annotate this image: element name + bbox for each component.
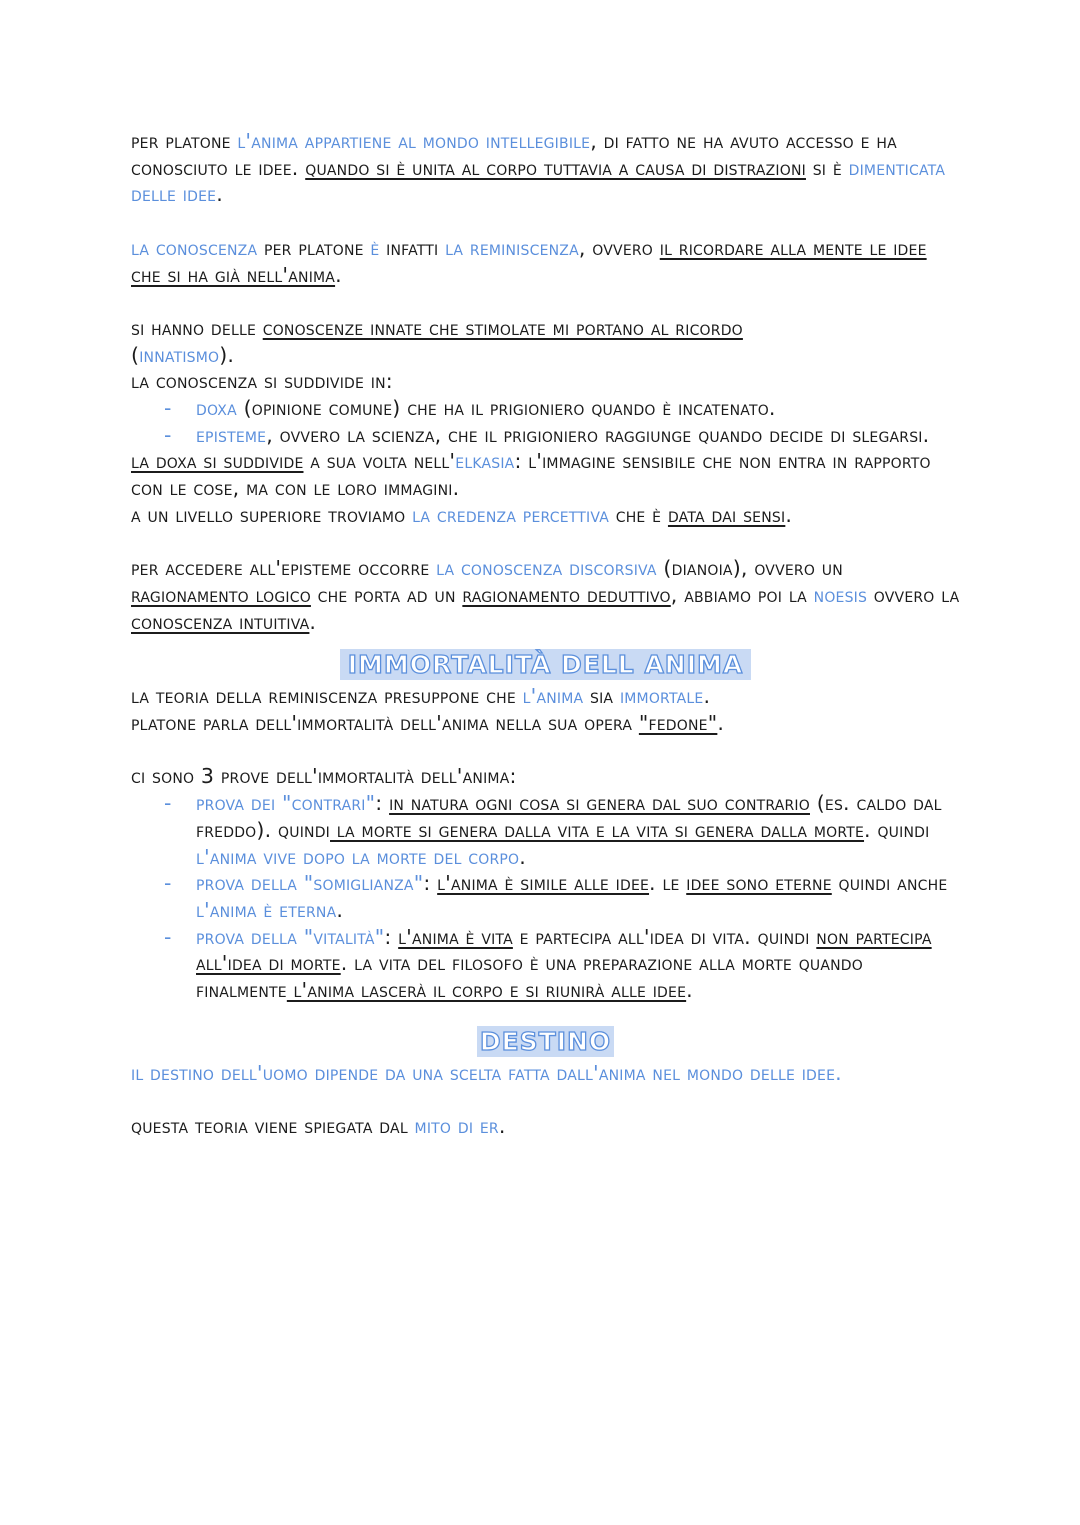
- text: .: [216, 182, 223, 207]
- highlight-text: l'anima: [522, 684, 584, 709]
- text: .: [717, 711, 725, 736]
- text: a sua volta nell': [303, 449, 456, 474]
- text: sia: [583, 684, 620, 709]
- text: ovvero la: [867, 582, 960, 607]
- underlined-text: non partecipa all'idea di morte: [196, 924, 932, 976]
- text: infatti: [379, 235, 446, 260]
- highlight-text: prova della "somiglianza": [196, 871, 424, 896]
- highlight-text: l'anima è eterna: [196, 897, 337, 922]
- text: (: [131, 342, 140, 367]
- text: ).: [219, 342, 235, 367]
- underlined-text: in natura ogni cosa si genera dal suo contrario: [389, 791, 810, 816]
- text: . le: [649, 871, 687, 896]
- text: quindi anche: [831, 871, 948, 896]
- highlight-text: noesis: [813, 582, 868, 607]
- highlight-text: episteme: [196, 422, 267, 447]
- highlight-text: la conoscenza discorsiva: [436, 556, 657, 581]
- highlight-text: prova dei "contrari": [196, 791, 376, 816]
- text: . quindi: [864, 817, 930, 842]
- list-item-doxa: [131, 395, 960, 422]
- underlined-text: la morte si genera dalla vita e la vita si genera dalla morte: [330, 817, 865, 842]
- highlight-text: dimenticata delle idee: [131, 155, 946, 207]
- highlight-text: la reminiscenza: [445, 235, 579, 260]
- text: questa teoria viene spiegata dal: [131, 1114, 415, 1139]
- section-heading-destino: [131, 1026, 960, 1060]
- text: per platone: [257, 235, 371, 260]
- text: (dianoia), ovvero un: [656, 556, 843, 581]
- highlight-text: mito di er: [414, 1114, 499, 1139]
- heading-text: DESTINO: [477, 1026, 614, 1057]
- conoscenza-list: [131, 395, 960, 448]
- highlight-text: prova della "vitalità": [196, 924, 385, 949]
- underlined-text: ragionamento logico: [131, 582, 311, 607]
- text: , abbiamo poi la: [670, 582, 814, 607]
- highlight-text: elkasia: [455, 449, 515, 474]
- text: .: [703, 684, 711, 709]
- text: che è: [609, 502, 668, 527]
- underlined-text: idee sono eterne: [686, 871, 832, 896]
- paragraph-reminiscenza: [131, 235, 960, 288]
- highlight-text: la conoscenza: [131, 235, 258, 260]
- underlined-text: il ricordare alla mente le idee che si ha già nell'anima: [131, 235, 927, 287]
- list-item-prova-contrari: [131, 790, 960, 870]
- text: si è: [805, 155, 849, 180]
- text: la conoscenza si suddivide in:: [131, 369, 393, 394]
- highlight-text: doxa: [196, 396, 237, 420]
- paragraph-prove-intro: ci sono 3 prove dell'immortalità dell'anima:: [131, 764, 517, 789]
- paragraph-destino: il destino dell'uomo dipende da una scelta fatta dall'anima nel mondo delle idee.: [131, 1060, 842, 1085]
- text: :: [384, 924, 399, 949]
- text: .: [309, 609, 317, 634]
- heading-text: IMMORTALITÀ DELL ANIMA: [340, 649, 752, 680]
- highlight-text: l'anima vive dopo la morte del corpo: [196, 844, 520, 869]
- underlined-text: quando si è unita al corpo tuttavia a causa di distrazioni: [305, 155, 806, 180]
- list-item-prova-vitalita: [131, 924, 960, 1004]
- underlined-text: conoscenza intuitiva: [131, 609, 310, 634]
- underlined-text: l'anima è simile alle idee: [437, 871, 650, 896]
- text: .: [519, 844, 526, 869]
- paragraph-anima-intellegibile: [131, 128, 960, 208]
- text: si hanno delle: [131, 315, 263, 340]
- text: . la vita del filosofo è una preparazione alla morte quando finalmente: [196, 951, 864, 1003]
- text: che porta ad un: [310, 582, 463, 607]
- text: :: [375, 791, 390, 816]
- text: .: [335, 262, 342, 287]
- underlined-text: l'anima lascerà il corpo e si riunirà alle idee: [286, 978, 687, 1003]
- text: e partecipa all'idea di vita. quindi: [512, 924, 817, 949]
- prove-list: [131, 790, 960, 1004]
- paragraph-mito-di-er: [131, 1113, 960, 1140]
- text: , ovvero: [578, 235, 660, 260]
- text: .: [498, 1114, 506, 1139]
- text: platone parla dell'immortalità dell'anima nella sua opera: [131, 711, 639, 736]
- section-heading-immortalita: [131, 649, 960, 683]
- underlined-text: l'anima è vita: [398, 924, 513, 949]
- list-item-prova-somiglianza: [131, 870, 960, 923]
- highlight-text: innatismo: [139, 342, 220, 367]
- paragraph-teoria: [131, 683, 960, 736]
- text: .: [785, 502, 793, 527]
- highlight-text: la credenza percettiva: [412, 502, 609, 527]
- text: a un livello superiore troviamo: [131, 502, 413, 527]
- highlight-text: immortale: [619, 684, 704, 709]
- text: per platone: [131, 129, 238, 153]
- text: per accedere all'episteme occorre: [131, 556, 437, 581]
- underlined-text: "fedone": [638, 711, 718, 736]
- underlined-text: conoscenze innate che stimolate mi portano al ricordo: [262, 315, 743, 340]
- list-item-episteme: [131, 422, 960, 449]
- text: , di fatto ne ha avuto accesso e ha conosciuto le idee.: [131, 129, 897, 180]
- text: :: [423, 871, 438, 896]
- paragraph-episteme: [131, 555, 960, 635]
- text: : l'immagine sensibile che non entra in rapporto con le cose, ma con le loro immagini.: [131, 449, 931, 501]
- underlined-text: data dai sensi: [667, 502, 786, 527]
- text: (es. caldo dal freddo). quindi: [196, 791, 942, 842]
- text: , ovvero la scienza, che il prigioniero raggiunge quando decide di slegarsi.: [266, 422, 930, 447]
- underlined-text: la doxa si suddivide: [131, 449, 304, 474]
- underlined-text: ragionamento deduttivo: [462, 582, 671, 607]
- text: la teoria della reminiscenza presuppone che: [131, 684, 523, 709]
- highlight-text: è: [370, 235, 380, 260]
- text: .: [336, 897, 344, 922]
- paragraph-innatismo: [131, 315, 960, 395]
- highlight-text: l'anima appartiene al mondo intellegibile: [237, 129, 591, 153]
- paragraph-doxa: [131, 448, 960, 528]
- text: .: [686, 978, 693, 1003]
- text: (opinione comune) che ha il prigioniero quando è incatenato.: [236, 396, 776, 420]
